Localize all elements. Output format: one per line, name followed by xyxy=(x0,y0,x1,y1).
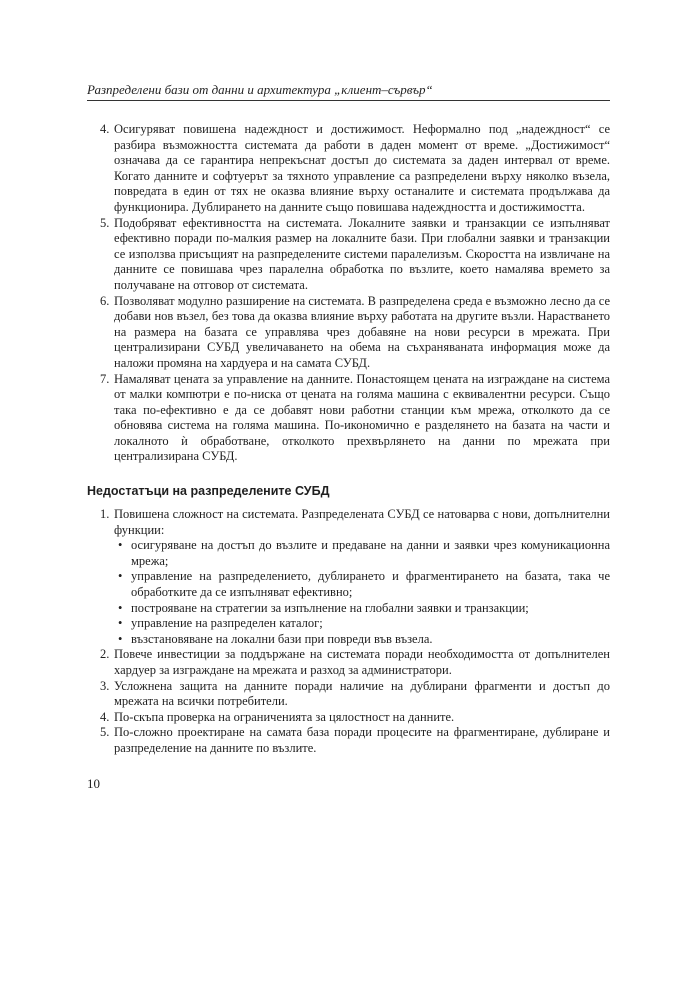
item-number: 7. xyxy=(100,371,110,386)
item-number: 5. xyxy=(100,725,110,740)
item-text: Подобряват ефективността на системата. Локалните заявки и транзакции се изпълняват ефективно поради по-малкия размер на локалните бази. При глобални заявки и транзакции се използва присъщият на разпределените системи паралелизъм. Скоростта на извличане на данните се повишава чрез паралелна обработка по възлите, което намалява времето за получаване на отговор от системата. xyxy=(114,215,610,292)
item-text: По-скъпа проверка на ограниченията за цялостност на данните. xyxy=(114,709,455,724)
item-number: 4. xyxy=(100,122,110,136)
page-body xyxy=(87,122,610,757)
bullet-item: • управление на разпределението, дублирането и фрагментирането на базата, така че обработките да се изпълняват ефективно; xyxy=(114,569,610,600)
bullet-list xyxy=(114,538,610,647)
section-heading: Недостатъци на разпределените СУБД xyxy=(87,484,330,499)
list-item xyxy=(87,372,610,466)
item-number: 2. xyxy=(100,647,110,662)
bullet-item: • възстановяване на локални бази при повреди във възела. xyxy=(114,632,610,648)
bullet-item: • построяване на стратегии за изпълнение на глобални заявки и транзакции; xyxy=(114,601,610,617)
list-item xyxy=(87,710,610,726)
item-number: 5. xyxy=(100,215,110,230)
list-item xyxy=(87,647,610,678)
list-item xyxy=(87,725,610,756)
item-number: 3. xyxy=(100,678,110,693)
list-item xyxy=(87,507,610,647)
item-number: 4. xyxy=(100,709,110,724)
disadvantages-list xyxy=(87,507,610,757)
item-text: Намаляват цената за управление на данните. Понастоящем цената на изграждане на система от малки компютри е по-ниска от цената на голяма машина с еквивалентни ресурси. Също така по-ефективно е да се добавят нови работни станции към мрежа, отколкото да се обновява система на голяма машина. По-икономично е разделянето на базата на части и локалното ѝ обработване, отколкото прехвърлянето на данни по мрежата при централизирана СУБД. xyxy=(114,371,610,464)
list-item xyxy=(87,679,610,710)
bullet-item: • управление на разпределен каталог; xyxy=(114,616,610,632)
item-text: Позволяват модулно разширение на системата. В разпределена среда е възможно лесно да се добави нов възел, без това да оказва влияние върху работата на другите възли. Нарастването на размера на базата се управлява чрез добавяне на нови ресурси в мрежата. При централизирани СУБД увеличаването на обема на съхраняваната информация може да наложи промяна на хардуера и на самата СУБД. xyxy=(114,293,610,370)
item-text: Повишена сложност на системата. Разпределената СУБД се натоварва с нови, допълнителни функции: xyxy=(114,507,610,537)
item-text: По-сложно проектиране на самата база поради процесите на фрагментиране, дублиране и разпределение на данните по възлите. xyxy=(114,725,610,755)
item-text: Осигуряват повишена надеждност и достижимост. Неформално под „надеждност“ се разбира възможността системата да работи в даден момент от време. „Достижимост“ означава да се гарантира непрекъснат достъп до системата за даден интервал от време. Когато данните и софтуерът за тяхното управление са разпределени върху няколко възела, повредата в един от тях не оказва влияние върху останалите и системата продължава да функционира. Дублирането на данните също повишава надеждността и достижимостта. xyxy=(114,122,610,214)
list-item xyxy=(87,216,610,294)
item-number: 1. xyxy=(100,507,110,522)
advantages-list xyxy=(87,122,610,465)
bullet-item: • осигуряване на достъп до възлите и предаване на данни и заявки чрез комуникационна мрежа; xyxy=(114,538,610,569)
page-number: 10 xyxy=(87,776,100,791)
list-item xyxy=(87,294,610,372)
running-header: Разпределени бази от данни и архитектура „клиент–сървър“ xyxy=(87,81,610,101)
item-number: 6. xyxy=(100,293,110,308)
item-text: Повече инвестиции за поддържане на системата поради необходимостта от допълнителен хардуер за изграждане на мрежата и разход за администратори. xyxy=(114,647,610,677)
item-text: Усложнена защита на данните поради наличие на дублирани фрагменти и достъп до мрежата на всички потребители. xyxy=(114,678,610,709)
list-item xyxy=(87,122,610,216)
